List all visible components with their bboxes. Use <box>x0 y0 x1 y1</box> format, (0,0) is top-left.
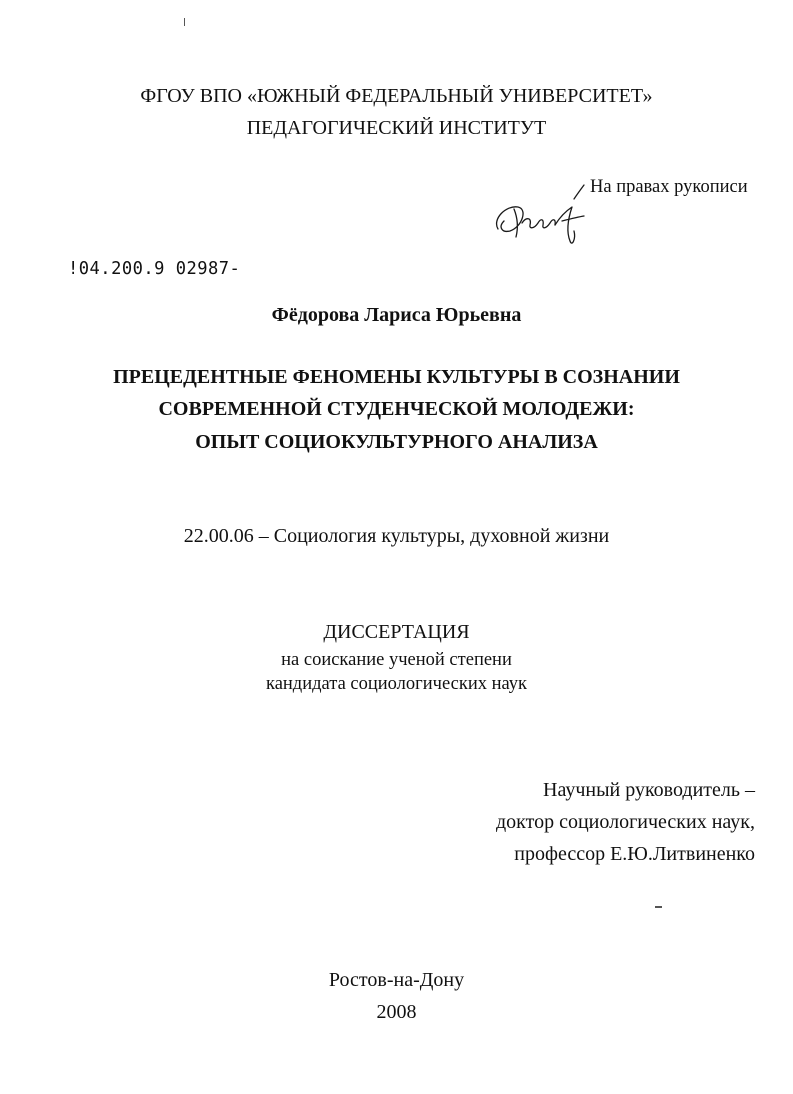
handwritten-signature <box>488 183 594 253</box>
dissertation-title-line: СОВРЕМЕННОЙ СТУДЕНЧЕСКОЙ МОЛОДЕЖИ: <box>158 398 635 420</box>
dissertation-title-line: ПРЕЦЕДЕНТНЫЕ ФЕНОМЕНЫ КУЛЬТУРЫ В СОЗНАНИИ <box>113 366 680 388</box>
scan-speck <box>184 18 185 26</box>
supervisor-line: профессор Е.Ю.Литвиненко <box>514 843 755 865</box>
supervisor-line: Научный руководитель – <box>543 779 755 801</box>
supervisor-line: доктор социологических наук, <box>495 811 755 833</box>
institute-name: ПЕДАГОГИЧЕСКИЙ ИНСТИТУТ <box>246 117 547 139</box>
city: Ростов-на-Дону <box>328 969 465 991</box>
dissertation-title-line: ОПЫТ СОЦИОКУЛЬТУРНОГО АНАЛИЗА <box>195 431 598 453</box>
document-type: ДИССЕРТАЦИЯ <box>323 621 470 643</box>
degree-line: на соискание ученой степени <box>281 650 512 670</box>
degree-line: кандидата социологических наук <box>265 674 528 694</box>
year: 2008 <box>376 1001 417 1023</box>
manuscript-rights-note: На правах рукописи <box>590 177 748 197</box>
registration-number: !04.200.9 02987- <box>68 258 241 279</box>
institution-name: ФГОУ ВПО «ЮЖНЫЙ ФЕДЕРАЛЬНЫЙ УНИВЕРСИТЕТ» <box>140 85 653 107</box>
specialty-code: 22.00.06 – Социология культуры, духовной жизни <box>183 525 610 547</box>
scan-speck <box>655 906 662 908</box>
author-name: Фёдорова Лариса Юрьевна <box>271 304 522 326</box>
